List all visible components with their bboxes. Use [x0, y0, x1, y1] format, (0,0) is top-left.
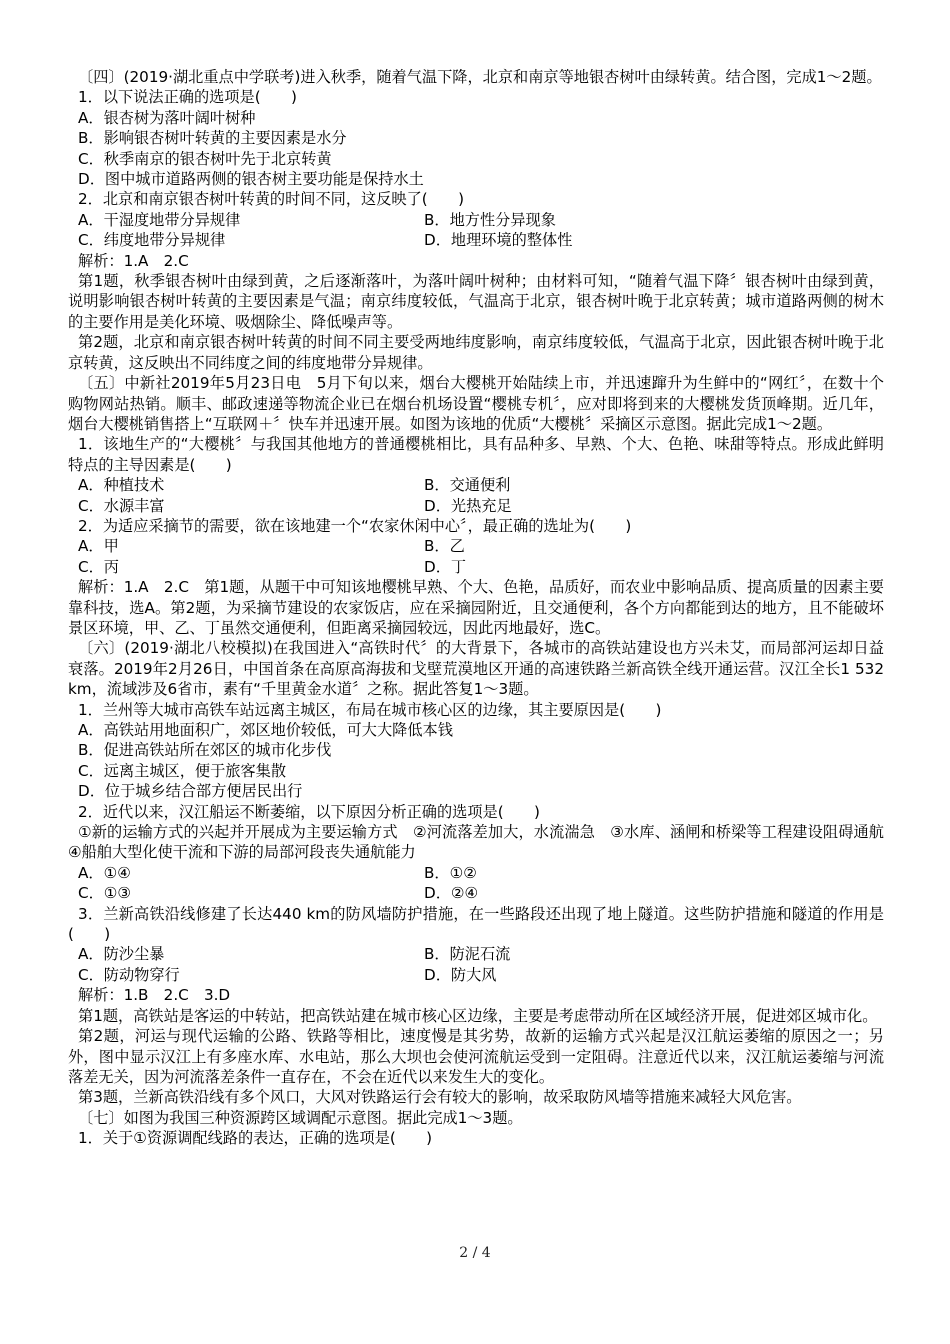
text-paragraph: D．图中城市道路两侧的银杏树主要功能是保持水土 [78, 170, 424, 189]
text-paragraph: A．高铁站用地面积广，郊区地价较低，可大大降低本钱 [78, 721, 453, 739]
option-row [68, 496, 884, 516]
option-row [68, 883, 884, 903]
text-paragraph: 解析：1.A 2.C 第1题，从题干中可知该地樱桃早熟、个大、色艳，品质好，而农业中影响品质、提高质量的因素主要靠科技，选A。第2题，为采摘节建设的农家饭店，应在采摘园附近，且交通便利，各个方向都能到达的地方，且不能破坏景区环境，甲、乙、丁虽然交通便利，但距离采摘园较远，因此丙地最好，选C。 [68, 578, 884, 637]
option-row [68, 944, 884, 964]
option-right: D．光热充足 [424, 496, 512, 515]
option-right: B．交通便利 [424, 476, 511, 495]
option-right: D．地理环境的整体性 [424, 231, 573, 250]
option-left: C．纬度地带分异规律 [78, 231, 226, 250]
text-paragraph: A．银杏树为落叶阔叶树种 [78, 108, 256, 127]
text-paragraph: B．促进高铁站所在郊区的城市化步伐 [78, 741, 332, 760]
text-paragraph: 2．近代以来，汉江船运不断萎缩，以下原因分析正确的选项是( ) [78, 802, 540, 821]
text-paragraph: 〔五〕中新社2019年5月23日电 5月下旬以来，烟台大樱桃开始陆续上市，并迅速蹿升为生鲜中的“网红〞，在数十个购物网站热销。顺丰、邮政速递等物流企业已在烟台机场设置“樱桃专机〞，应对即将到来的大樱桃发货顶峰期。近几年，烟台大樱桃销售搭上“互联网＋〞快车并迅速开展。如图为该地的优质“大樱桃〞采摘区示意图。据此完成1～2题。 [68, 374, 884, 433]
option-right: B．乙 [424, 537, 465, 556]
text-paragraph: 1．该地生产的“大樱桃〞与我国其他地方的普通樱桃相比，具有品种多、早熟、个大、色艳、味甜等特点。形成此鲜明特点的主导因素是( ) [68, 435, 884, 474]
option-left: A．防沙尘暴 [78, 945, 165, 964]
option-left: A．甲 [78, 537, 119, 556]
option-left: C．防动物穿行 [78, 965, 180, 984]
text-paragraph: B．影响银杏树叶转黄的主要因素是水分 [78, 129, 347, 148]
option-right: B．防泥石流 [424, 945, 511, 964]
text-paragraph: 第2题，北京和南京银杏树叶转黄的时间不同主要受两地纬度影响，南京纬度较低，气温高于北京，因此银杏树叶晚于北京转黄，这反映出不同纬度之间的纬度地带分异规律。 [68, 333, 884, 372]
text-paragraph: 2．北京和南京银杏树叶转黄的时间不同，这反映了( ) [78, 190, 465, 209]
text-paragraph: 第3题，兰新高铁沿线有多个风口，大风对铁路运行会有较大的影响，故采取防风墙等措施来减轻大风危害。 [78, 1088, 802, 1107]
text-paragraph: 解析：1.B 2.C 3.D [78, 986, 231, 1005]
text-paragraph: 解析：1.A 2.C [78, 251, 189, 270]
document-body [68, 67, 900, 1149]
option-row [68, 557, 884, 577]
option-row [68, 475, 884, 495]
text-paragraph: 〔四〕(2019·湖北重点中学联考)进入秋季，随着气温下降，北京和南京等地银杏树叶由绿转黄。结合图，完成1～2题。 [78, 68, 882, 86]
text-paragraph: D．位于城乡结合部方便居民出行 [78, 782, 303, 801]
option-row [68, 536, 884, 556]
option-row [68, 965, 884, 985]
option-left: C．丙 [78, 557, 119, 576]
text-paragraph: 1．兰州等大城市高铁车站远离主城区，布局在城市核心区的边缘，其主要原因是( ) [78, 700, 662, 719]
text-paragraph: 〔七〕如图为我国三种资源跨区域调配示意图。据此完成1～3题。 [78, 1108, 523, 1127]
option-row [68, 863, 884, 883]
text-paragraph: 1．关于①资源调配线路的表达，正确的选项是( ) [78, 1129, 433, 1148]
option-left: C．水源丰富 [78, 496, 165, 515]
text-paragraph: 第1题，秋季银杏树叶由绿到黄，之后逐渐落叶，为落叶阔叶树种；由材料可知，“随着气温下降〞银杏树叶由绿到黄，说明影响银杏树叶转黄的主要因素是气温；南京纬度较低，气温高于北京，银杏树叶晚于北京转黄；城市道路两侧的树木的主要作用是美化环境、吸烟除尘、降低噪声等。 [68, 272, 884, 331]
text-paragraph: C．远离主城区，便于旅客集散 [78, 761, 287, 780]
text-paragraph: 1．以下说法正确的选项是( ) [78, 88, 297, 107]
option-right: D．②④ [424, 884, 479, 903]
text-paragraph: 3．兰新高铁沿线修建了长达440 km的防风墙防护措施，在一些路段还出现了地上隧道。这些防护措施和隧道的作用是( ) [68, 904, 884, 944]
option-row [68, 210, 884, 230]
option-right: B．①② [424, 863, 477, 882]
option-left: A．干湿度地带分异规律 [78, 210, 241, 229]
option-right: B．地方性分异现象 [424, 210, 556, 229]
option-row [68, 230, 884, 250]
option-left: C．①③ [78, 884, 132, 903]
text-paragraph: ①新的运输方式的兴起并开展成为主要运输方式 ②河流落差加大，水流湍急 ③水库、涵闸和桥梁等工程建设阻碍通航 ④船舶大型化使干流和下游的局部河段丧失通航能力 [68, 823, 900, 862]
option-right: D．防大风 [424, 965, 497, 984]
option-left: A．①④ [78, 863, 131, 882]
text-paragraph: 2．为适应采摘节的需要，欲在该地建一个“农家休闲中心〞，最正确的选址为( ) [78, 516, 632, 535]
text-paragraph: 第2题，河运与现代运输的公路、铁路等相比，速度慢是其劣势，故新的运输方式兴起是汉江航运萎缩的原因之一；另外，图中显示汉江上有多座水库、水电站，那么大坝也会使河流航运受到一定阻碍。注意近代以来，汉江航运萎缩与河流落差无关，因为河流落差条件一直存在，不会在近代以来发生大的变化。 [68, 1027, 884, 1086]
text-paragraph: 〔六〕(2019·湖北八校模拟)在我国进入“高铁时代〞的大背景下，各城市的高铁站建设也方兴未艾，而局部河运却日益衰落。2019年2月26日，中国首条在高原高海拔和戈壁荒漠地区开通的高速铁路兰新高铁全线开通运营。汉江全长1 532 km，流域涉及6省市，素有“千里黄金水道〞之称。据此答复1～3题。 [68, 639, 884, 699]
text-paragraph: C．秋季南京的银杏树叶先于北京转黄 [78, 149, 332, 168]
page-number: 2 / 4 [459, 1245, 491, 1261]
option-right: D．丁 [424, 557, 467, 576]
text-paragraph: 第1题，高铁站是客运的中转站，把高铁站建在城市核心区边缘，主要是考虑带动所在区域经济开展，促进郊区城市化。 [78, 1006, 878, 1025]
option-left: A．种植技术 [78, 476, 165, 495]
